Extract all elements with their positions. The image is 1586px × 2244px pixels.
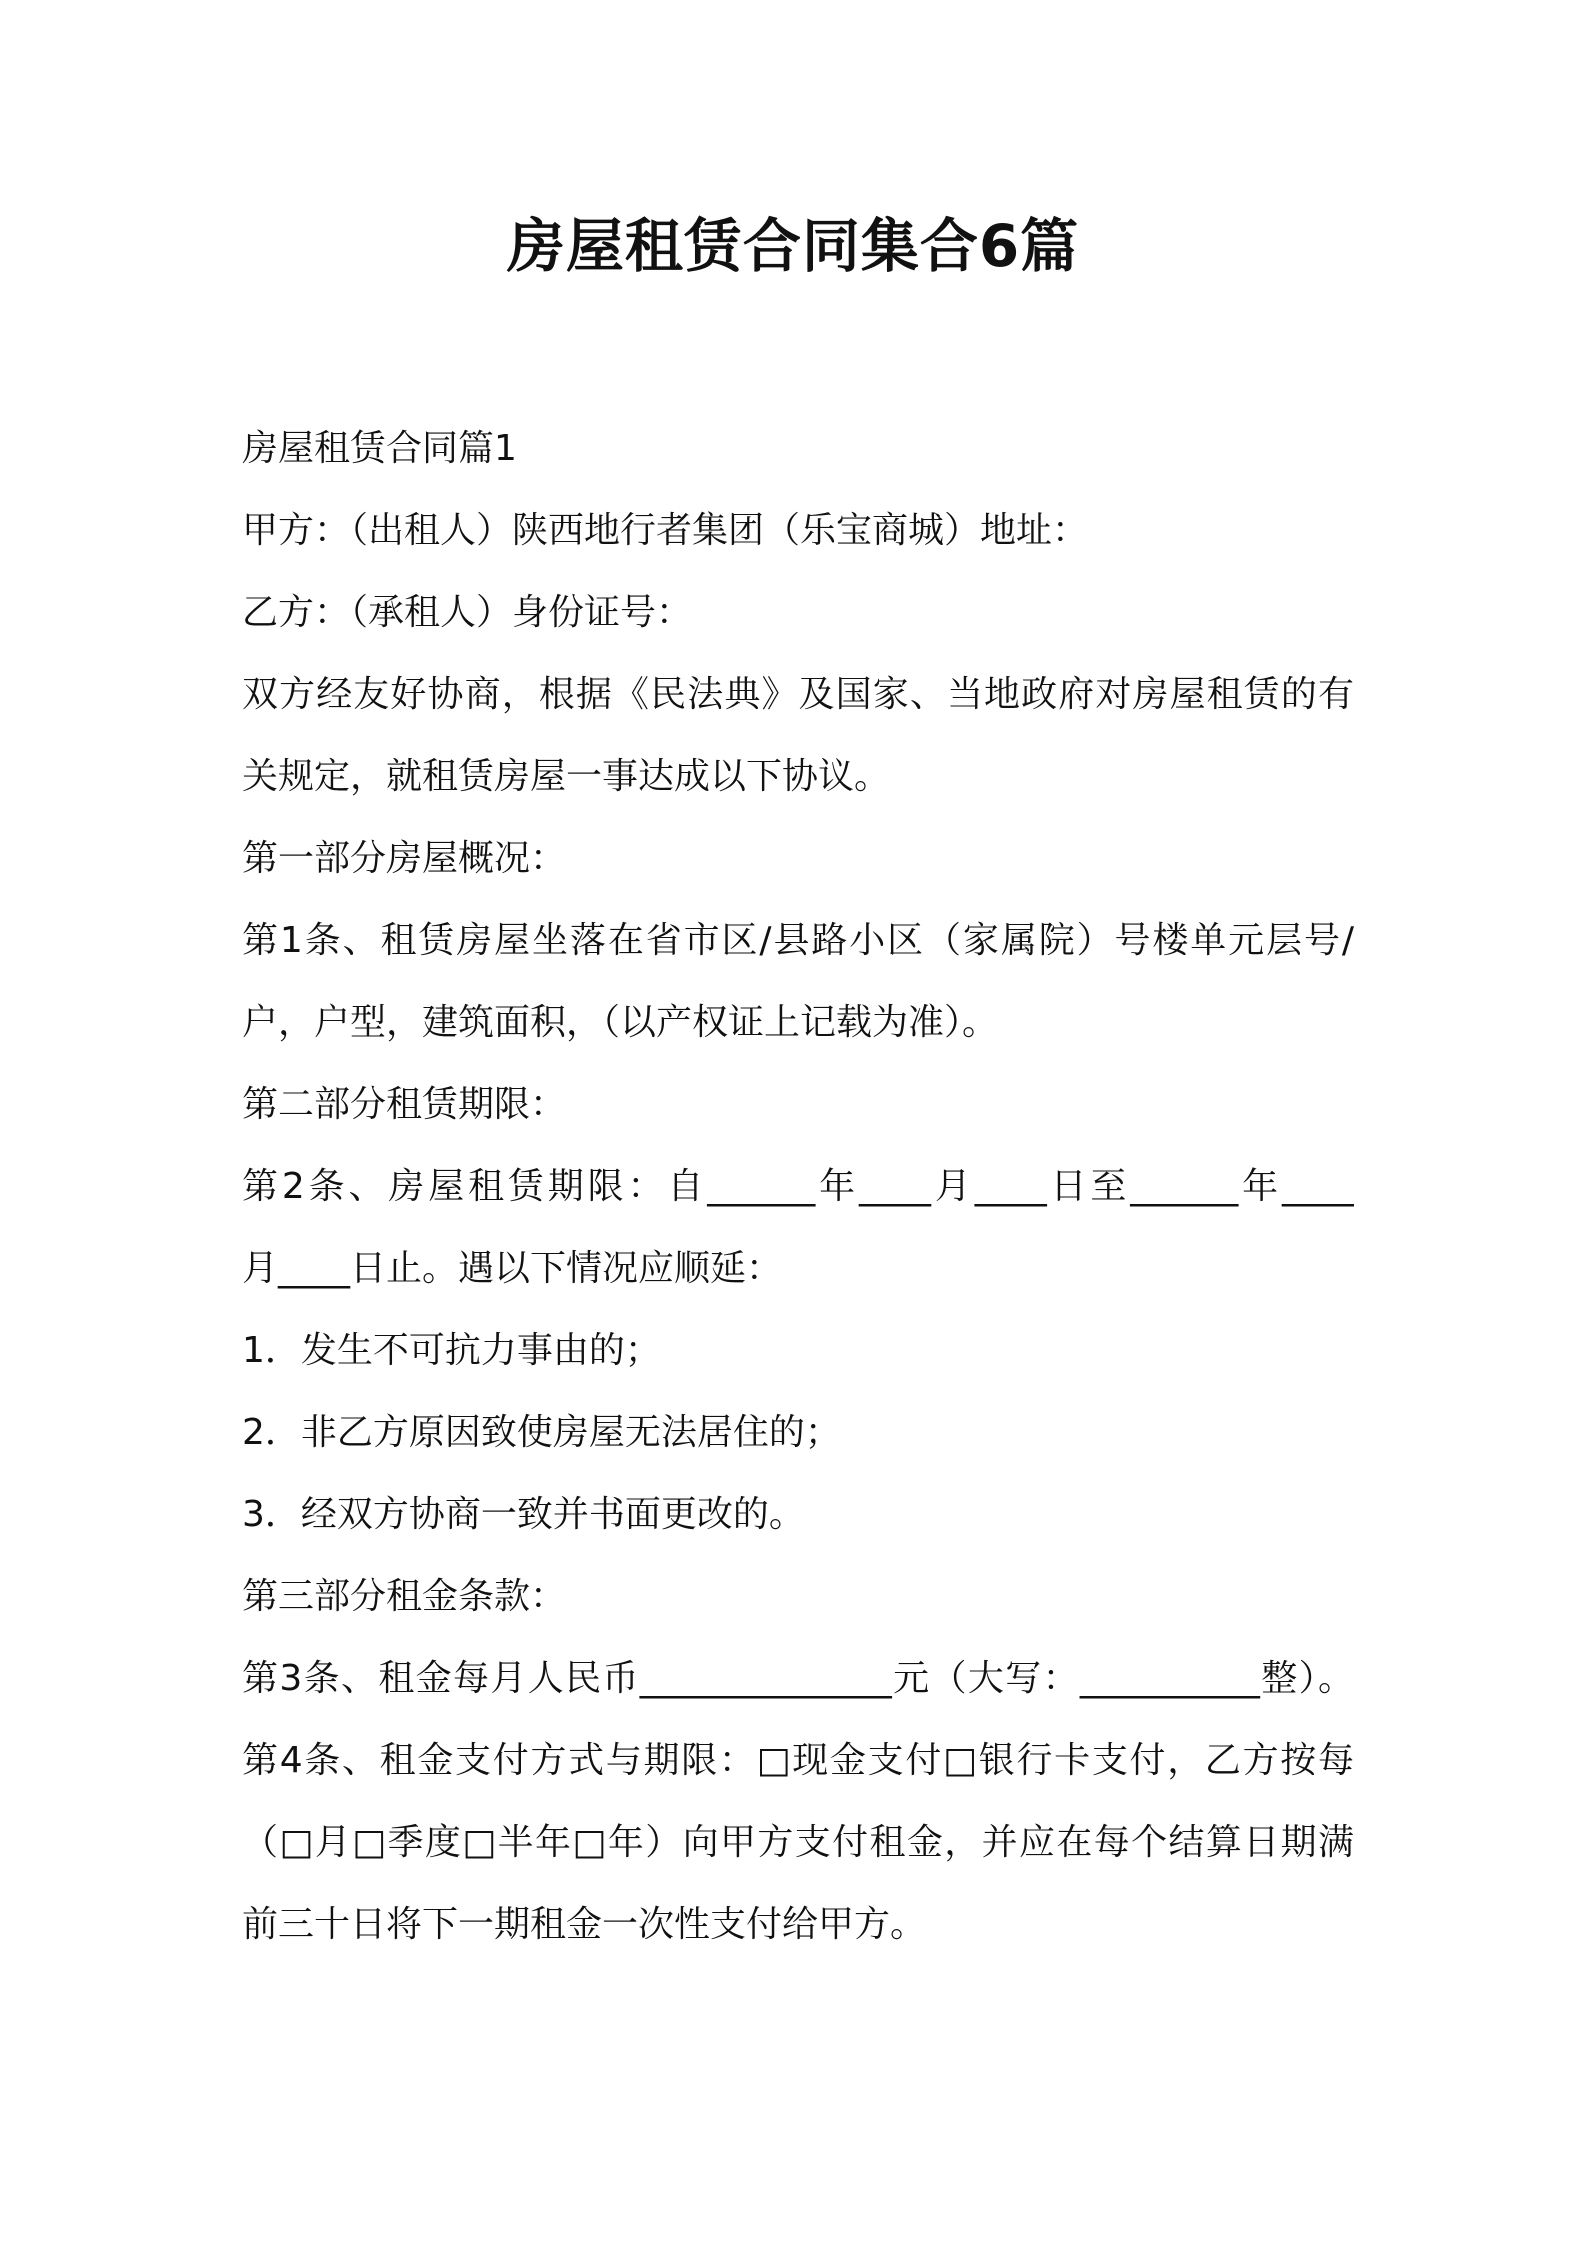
- clause-2-line: 月____日止。遇以下情况应顺延：: [242, 1248, 783, 1289]
- clause-1-line: 户，户型，建筑面积，（以产权证上记载为准）。: [242, 1002, 999, 1043]
- section-heading-1: 房屋租赁合同篇1: [242, 428, 517, 469]
- clause-4-line: 前三十日将下一期租金一次性支付给甲方。: [242, 1904, 927, 1945]
- clause-1-line: 第1条、租赁房屋坐落在省市区/县路小区（家属院）号楼单元层号/: [242, 920, 1354, 961]
- document-title: 房屋租赁合同集合6篇: [506, 212, 1080, 280]
- document-body: [242, 408, 1354, 1966]
- party-b-line: 乙方：（承租人）身份证号：: [242, 592, 693, 633]
- part-heading-3: 第三部分租金条款：: [242, 1576, 567, 1617]
- clause-2-line: 第2条、房屋租赁期限：自______年____月____日至______年____: [242, 1166, 1354, 1207]
- clause-4-line: 第4条、租金支付方式与期限：□现金支付□银行卡支付，乙方按每: [242, 1740, 1354, 1781]
- list-item: 2．非乙方原因致使房屋无法居住的；: [242, 1412, 841, 1453]
- part-heading-2: 第二部分租赁期限：: [242, 1084, 567, 1125]
- part-heading-1: 第一部分房屋概况：: [242, 838, 567, 879]
- party-a-line: 甲方：（出租人）陕西地行者集团（乐宝商城）地址：: [242, 510, 1089, 551]
- paragraph-line: 关规定，就租赁房屋一事达成以下协议。: [242, 756, 891, 797]
- list-item: 1．发生不可抗力事由的；: [242, 1330, 661, 1371]
- clause-4-line: （□月□季度□半年□年）向甲方支付租金，并应在每个结算日期满: [242, 1822, 1354, 1863]
- clause-3-line: 第3条、租金每月人民币______________元（大写：__________整）。: [242, 1658, 1354, 1699]
- list-item: 3．经双方协商一致并书面更改的。: [242, 1494, 805, 1535]
- paragraph-line: 双方经友好协商，根据《民法典》及国家、当地政府对房屋租赁的有: [242, 674, 1354, 715]
